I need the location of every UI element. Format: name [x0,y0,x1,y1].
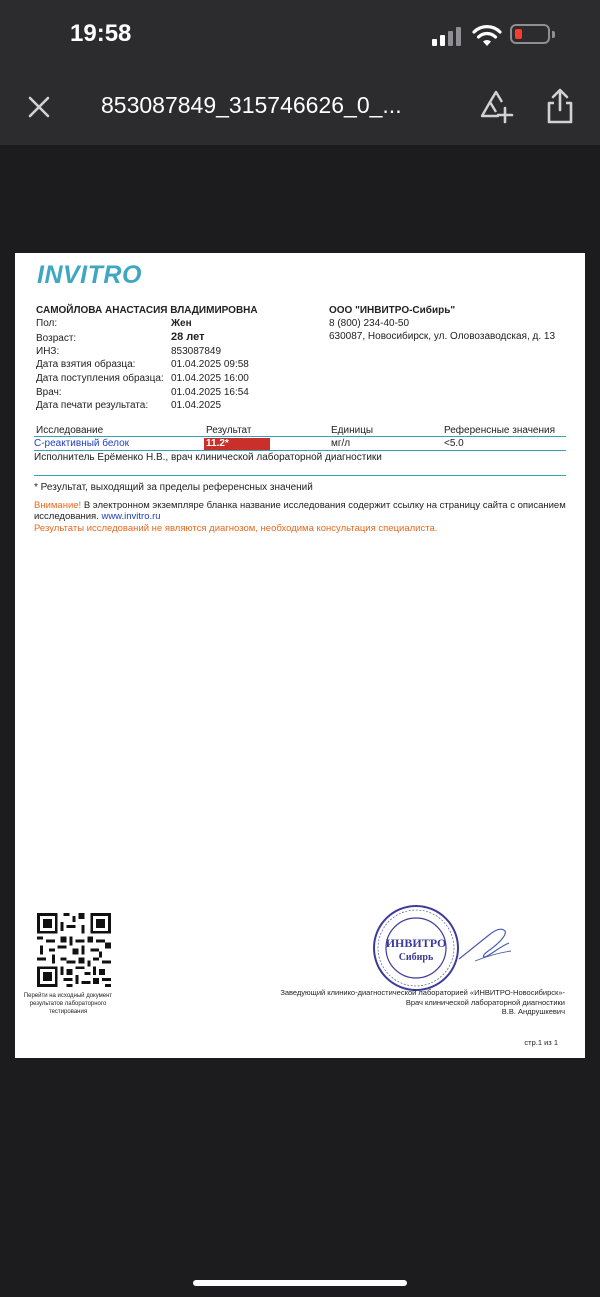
document-page [15,253,585,1058]
signature [455,921,515,967]
battery-icon [510,24,550,44]
lab-stamp [371,903,461,993]
table-header: Единицы [331,425,374,436]
table-divider [34,436,566,437]
field-value: Жен [171,318,192,329]
battery-tip [552,31,555,38]
signature-line: Врач клинической лабораторной диагностики [405,997,565,1007]
attention-label: Внимание! [34,500,82,511]
home-indicator[interactable] [193,1280,407,1286]
table-header: Референсные значения [444,425,556,436]
qr-code[interactable] [37,913,111,987]
table-divider [34,450,566,451]
field-value: 01.04.2025 [171,400,222,411]
field-value: 28 лет [171,331,205,343]
site-link[interactable]: www.invitro.ru [101,511,161,522]
attention-text-2: исследования. [34,511,102,522]
status-bar [0,0,600,70]
signature-line: В.В. Андрушкевич [501,1007,565,1016]
wifi-icon [472,24,502,48]
file-title: 853087849_315746626_0_... [101,92,402,118]
viewer-toolbar [0,70,600,145]
attention-line-2 [34,511,161,522]
lab-address: 630087, Новосибирск, ул. Оловозаводская, д. 13 [329,331,556,342]
add-to-drive-icon[interactable] [474,88,514,126]
field-label: Дата взятия образца: [36,359,136,370]
result-value: 11.2* [206,438,229,449]
field-value: 01.04.2025 16:00 [171,373,249,384]
attention-text: В электронном экземпляре бланка название исследования содержит ссылку на страницу сайта с описанием [81,500,566,511]
section-divider [34,475,566,476]
field-label: Пол: [36,318,58,329]
invitro-logo: INVITRO [37,261,142,289]
field-label: Возраст: [36,333,77,344]
field-label: Дата печати результата: [36,400,149,411]
close-icon[interactable] [24,92,54,122]
stamp-title: ИНВИТРО [385,936,447,950]
performer-line: Исполнитель Ерёменко Н.В., врач клинической лабораторной диагностики [34,452,382,463]
table-header: Результат [206,425,252,436]
table-header: Исследование [36,425,104,436]
test-name-link[interactable]: С-реактивный белок [34,438,130,449]
signature-line: Заведующий клинико-диагностической лабораторией «ИНВИТРО-Новосибирск»- [280,988,565,997]
lab-phone: 8 (800) 234-40-50 [329,318,410,329]
reference-value: <5.0 [444,438,464,449]
status-time: 19:58 [70,20,132,47]
patient-name: САМОЙЛОВА АНАСТАСИЯ ВЛАДИМИРОВНА [36,305,258,316]
disclaimer: Результаты исследований не являются диагнозом, необходима консультация специалиста. [34,523,438,534]
field-value: 853087849 [171,346,222,357]
page-number: стр.1 из 1 [524,1038,558,1047]
result-units: мг/л [331,438,351,449]
signature-block [280,988,565,1017]
field-value: 01.04.2025 16:54 [171,387,249,398]
share-icon[interactable] [544,86,576,126]
attention-line [34,500,566,511]
qr-caption: Перейти на исходный документ результатов лабораторного тестирования [23,993,113,1015]
field-label: Врач: [36,387,62,398]
cellular-signal-icon [432,26,464,46]
field-label: ИНЗ: [36,346,60,357]
lab-name: ООО "ИНВИТРО-Сибирь" [329,305,456,316]
field-label: Дата поступления образца: [36,373,164,384]
footnote: * Результат, выходящий за пределы референсных значений [34,482,313,493]
stamp-subtitle: Сибирь [398,952,434,963]
field-value: 01.04.2025 09:58 [171,359,249,370]
